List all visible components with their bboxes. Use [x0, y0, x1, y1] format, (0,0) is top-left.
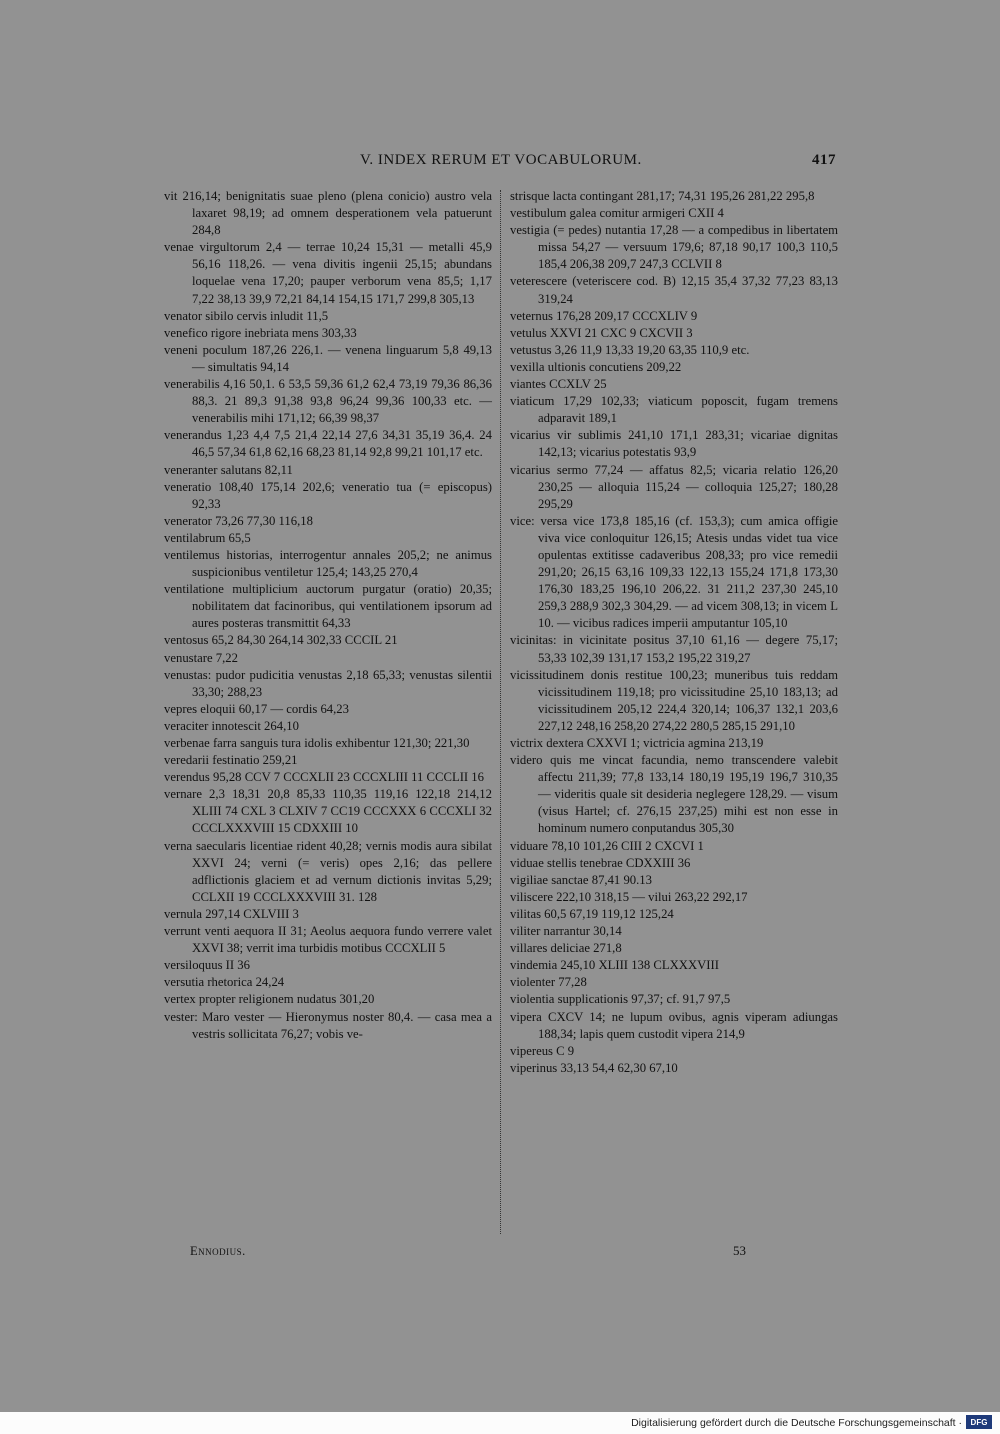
index-entry: venator sibilo cervis inludit 11,5	[164, 308, 329, 323]
footer-author: Ennodius.	[190, 1244, 246, 1258]
index-entry: vipera CXCV 14; ne lupum ovibus, agnis viperam adiungas 188,34; lapis quem custodit vipera 214,9	[510, 1009, 838, 1041]
index-entry: vertex propter religionem nudatus 301,20	[164, 992, 375, 1007]
index-entry: violenter 77,28	[510, 975, 587, 990]
index-entry: veternus 176,28 209,17 CCCXLIV 9	[510, 308, 698, 323]
index-entry: veneranter salutans 82,11	[164, 462, 293, 477]
left-column	[164, 188, 492, 1043]
index-entry: venustas: pudor pudicitia venustas 2,18 65,33; venustas silentii 33,30; 288,23	[164, 667, 492, 699]
index-entry: vetulus XXVI 21 CXC 9 CXCVII 3	[510, 325, 693, 340]
index-entry: vexilla ultionis concutiens 209,22	[510, 359, 682, 374]
index-entry: villares deliciae 271,8	[510, 941, 622, 956]
index-entry: viperinus 33,13 54,4 62,30 67,10	[510, 1060, 678, 1075]
index-entry: verna saecularis licentiae rident 40,28; vernis modis aura sibilat XXVI 24; verni (= veris) opes 2,16; das pellere adflictionis glaciem et ad vernum dictionis invitas 5,29; CCLXII 19 CCCLXXXVIII 31. 128	[164, 838, 492, 904]
right-column	[510, 188, 838, 1077]
index-entry: ventilatione multiplicium auctorum purgatur (oratio) 20,35; nobilitatem dat facinoribus, qui ventilationem ipsorum ad aures posteras transmittit 64,33	[164, 582, 492, 631]
index-entry: viliscere 222,10 318,15 — vilui 263,22 292,17	[510, 889, 748, 904]
index-entry: viantes CCXLV 25	[510, 377, 607, 392]
index-entry: vicarius sermo 77,24 — affatus 82,5; vicaria relatio 126,20 230,25 — alloquia 115,24 — colloquia 125,27; 180,28 295,29	[510, 462, 838, 511]
index-entry: viliter narrantur 30,14	[510, 924, 622, 939]
index-entry: vindemia 245,10 XLIII 138 CLXXXVIII	[510, 958, 719, 973]
index-entry: venefico rigore inebriata mens 303,33	[164, 325, 357, 340]
header-title: V. INDEX RERUM ET VOCABULORUM.	[360, 152, 642, 168]
index-entry: veterescere (veteriscere cod. B) 12,15 35,4 37,32 77,23 83,13 319,24	[510, 274, 838, 306]
index-entry: vestigia (= pedes) nutantia 17,28 — a compedibus in libertatem missa 54,27 — versuum 179,6; 87,18 90,17 100,3 110,5 185,4 206,38 209,7 247,3 CCLVII 8	[510, 223, 838, 272]
index-entry: vernula 297,14 CXLVIII 3	[164, 906, 299, 921]
index-entry: ventilabrum 65,5	[164, 530, 251, 545]
index-entry: vicissitudinem donis restitue 100,23; muneribus tuis reddam vicissitudinem 119,18; pro vicissitudine 25,10 183,13; ad vicissitudinem 205,12 224,4 320,14; 106,37 132,1 203,6 227,12 248,16 258,20 274,22 280,5 285,15 291,10	[510, 667, 838, 733]
index-entry: vipereus C 9	[510, 1043, 575, 1058]
index-entry: vice: versa vice 173,8 185,16 (cf. 153,3); cum amica offigie viva vice conloquitur 126,15; Atesis undas videt tua vice opulentas extitisse cadaveribus 208,33; pro vice remedii 291,20; 26,15 63,16 109,33 122,13 155,24 171,8 173,30 176,30 183,25 196,10 206,22. 31 211,2 237,30 245,10 259,3 288,9 302,3 304,29. — ad vicem 308,13; in vicem L 10. — vicibus radices imperii amputantur 105,10	[510, 513, 838, 631]
index-entry: viaticum 17,29 102,33; viaticum poposcit, fugam tremens adparavit 189,1	[510, 394, 838, 426]
index-entry: versutia rhetorica 24,24	[164, 975, 285, 990]
index-entry: verrunt venti aequora II 31; Aeolus aequora fundo verrere valet XXVI 38; verrit ima turbidis motibus CCCXLII 5	[164, 924, 492, 956]
index-entry: violentia supplicationis 97,37; cf. 91,7 97,5	[510, 992, 731, 1007]
index-entry: videro quis me vincat facundia, nemo transcendere valebit affectu 211,39; 77,8 133,14 180,19 195,19 196,7 310,35 — videritis quale sit desideria neglegere 128,29. — visum (visus Hartel; cf. 276,15 237,25) mihi est non esse in hominum numero conputandus 305,30	[510, 753, 838, 836]
index-entry: verbenae farra sanguis tura idolis exhibentur 121,30; 221,30	[164, 736, 470, 750]
index-entry: vester: Maro vester — Hieronymus noster 80,4. — casa mea a vestris sollicitata 76,27; vobis ve-	[164, 1009, 492, 1041]
index-entry: veneratio 108,40 175,14 202,6; veneratio tua (= episcopus) 92,33	[164, 479, 492, 511]
index-entry: vicarius vir sublimis 241,10 171,1 283,31; vicariae dignitas 142,13; vicarius potestatis 93,9	[510, 428, 838, 460]
index-entry: viduare 78,10 101,26 CIII 2 CXCVI 1	[510, 838, 704, 853]
index-entry: ventosus 65,2 84,30 264,14 302,33 CCCIL 21	[164, 633, 398, 648]
index-entry: vilitas 60,5 67,19 119,12 125,24	[510, 906, 674, 921]
index-entry: venustare 7,22	[164, 650, 238, 665]
column-divider	[500, 190, 501, 1234]
index-entry: vicinitas: in vicinitate positus 37,10 61,16 — degere 75,17; 53,33 102,39 131,17 153,2 195,22 319,27	[510, 633, 838, 665]
index-entry: venerandus 1,23 4,4 7,5 21,4 22,14 27,6 34,31 35,19 36,4. 24 46,5 57,34 61,8 62,16 68,23 81,14 92,8 99,21 101,17 etc.	[164, 428, 492, 460]
index-entry: vit 216,14; benignitatis suae pleno (plena conicio) austro vela laxaret 98,19; ad omnem desperationem vela patuerunt 284,8	[164, 189, 492, 238]
index-entry: verendus 95,28 CCV 7 CCCXLII 23 CCCXLIII 11 CCCLII 16	[164, 770, 484, 785]
index-entry: vigiliae sanctae 87,41 90.13	[510, 872, 652, 887]
index-entry: versiloquus II 36	[164, 958, 250, 973]
index-entry: venerabilis 4,16 50,1. 6 53,5 59,36 61,2 62,4 73,19 79,36 86,36 88,3. 21 89,3 91,38 93,8 96,24 99,36 100,33 etc. — venerabilis mihi 171,12; 66,39 98,37	[164, 377, 492, 426]
index-entry: vernare 2,3 18,31 20,8 85,33 110,35 119,16 122,18 214,12 XLIII 74 CXL 3 CLXIV 7 CC19 CCCXXX 6 CCCXLI 32 CCCLXXXVIII 15 CDXXIII 10	[164, 787, 492, 836]
index-entry: veredarii festinatio 259,21	[164, 753, 298, 768]
index-entry: venerator 73,26 77,30 116,18	[164, 513, 313, 528]
footer-signature: 53	[733, 1243, 746, 1258]
index-entry: viduae stellis tenebrae CDXXIII 36	[510, 855, 691, 870]
index-entry: ventilemus historias, interrogentur annales 205,2; ne animus suspicionibus ventiletur 125,4; 143,25 270,4	[164, 547, 492, 580]
index-entry: strisque lacta contingant 281,17; 74,31 195,26 281,22 295,8	[510, 189, 815, 203]
index-entry: veraciter innotescit 264,10	[164, 718, 299, 733]
digitization-credit: Digitalisierung gefördert durch die Deutsche Forschungsgemeinschaft ·	[631, 1417, 962, 1429]
index-entry: vepres eloquii 60,17 — cordis 64,23	[164, 701, 349, 716]
index-entry: venae virgultorum 2,4 — terrae 10,24 15,31 — metalli 45,9 56,16 118,26. — vena divitis ingenii 25,15; abundans loquelae vena 17,20; pauper verborum vena 85,5; 1,17 7,22 38,13 39,9 72,21 84,14 154,15 171,7 299,8 305,13	[164, 240, 492, 306]
index-entry: veneni poculum 187,26 226,1. — venena linguarum 5,8 49,13 — simultatis 94,14	[164, 342, 492, 374]
index-entry: vetustus 3,26 11,9 13,33 19,20 63,35 110,9 etc.	[510, 342, 750, 357]
page-number: 417	[812, 152, 836, 168]
dfg-logo-icon: DFG	[966, 1415, 992, 1429]
index-entry: vestibulum galea comitur armigeri CXII 4	[510, 206, 724, 221]
index-entry: victrix dextera CXXVI 1; victricia agmina 213,19	[510, 736, 764, 750]
